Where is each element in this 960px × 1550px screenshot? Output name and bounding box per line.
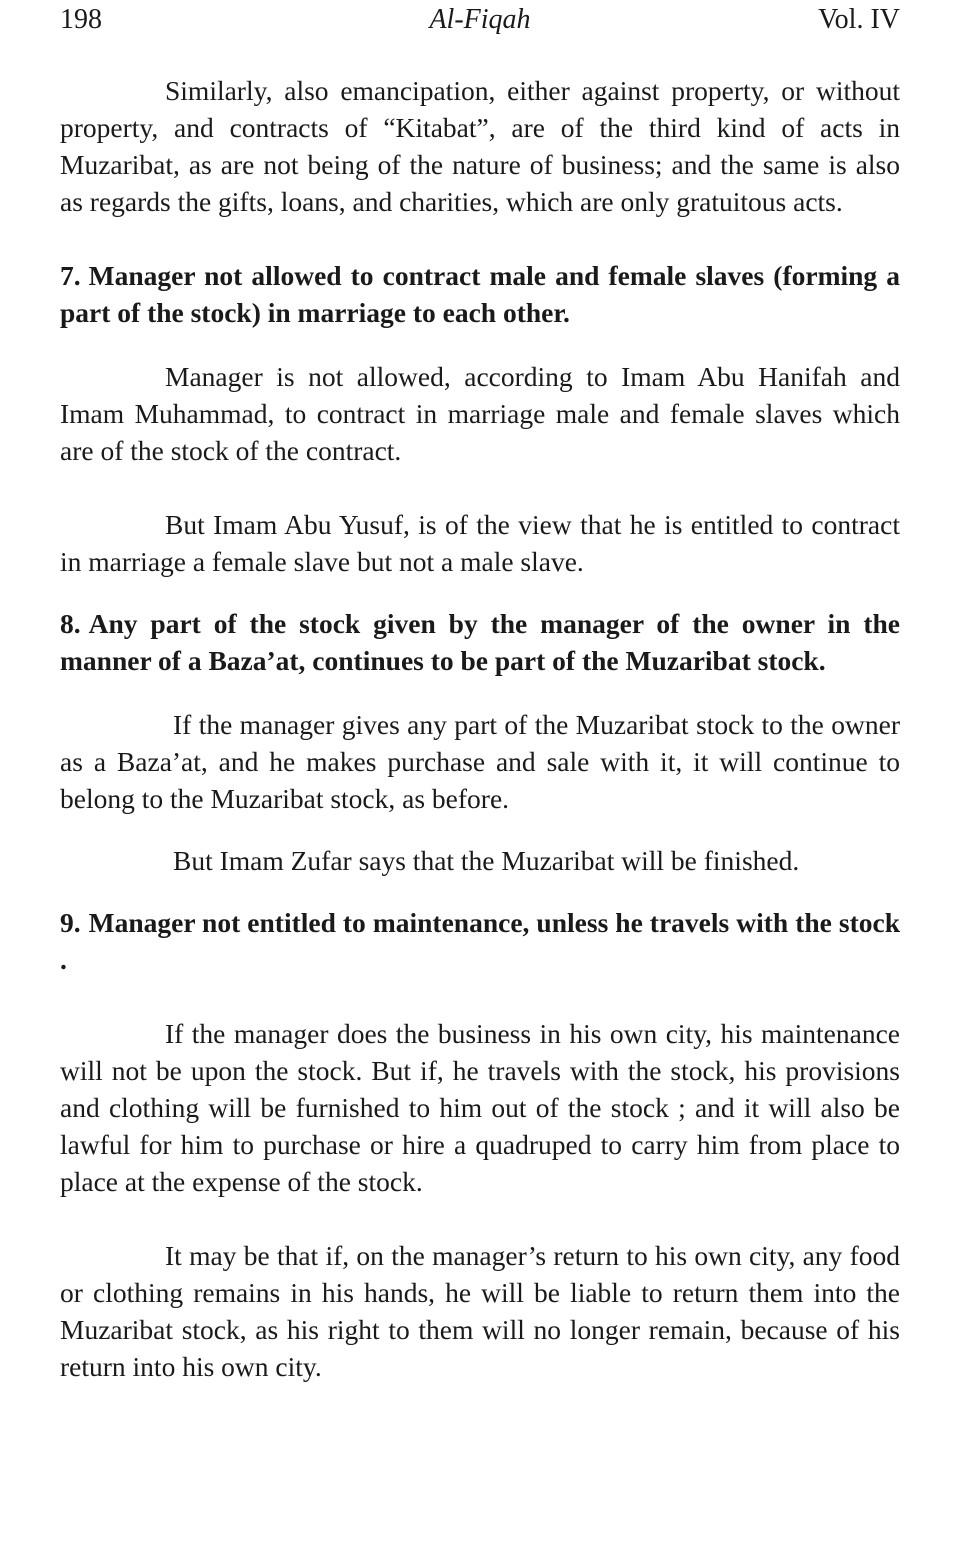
section-heading-text: Manager not entitled to maintenance, unless he travels with the stock . <box>60 907 900 975</box>
paragraph-maintenance: If the manager does the business in his own city, his maintenance will not be upon the stock. But if, he travels with the stock, his provisions and clothing will be furnished to him out of the stock ; and it will also be lawful for him to purchase or hire a quadruped to carry him from place to place at the expense of the stock. <box>60 1018 900 1197</box>
section-heading-8 <box>60 605 900 679</box>
section-number: 8. <box>60 608 81 639</box>
volume-label: Vol. IV <box>818 4 900 35</box>
section-number: 7. <box>60 260 81 291</box>
document-page <box>60 0 900 1385</box>
section-number: 9. <box>60 907 81 938</box>
running-header <box>60 0 900 40</box>
section-heading-9 <box>60 904 900 978</box>
paragraph-return-to-city: It may be that if, on the manager’s return to his own city, any food or clothing remains in his hands, he will be liable to return them into the Muzaribat stock, as his right to them will no longer remain, because of his return into his own city. <box>60 1240 900 1382</box>
section-heading-7 <box>60 257 900 331</box>
page-number: 198 <box>60 4 102 35</box>
paragraph-abu-yusuf: But Imam Abu Yusuf, is of the view that he is entitled to contract in marriage a female slave but not a male slave. <box>60 509 900 577</box>
paragraph-emancipation: Similarly, also emancipation, either against property, or without property, and contracts of “Kitabat”, are of the third kind of acts in Muzaribat, as are not being of the nature of business; and the same is also as regards the gifts, loans, and charities, which are only gratuitous acts. <box>60 75 900 217</box>
section-heading-text: Manager not allowed to contract male and female slaves (forming a part of the stock) in marriage to each other. <box>60 260 900 328</box>
paragraph-bazaat: If the manager gives any part of the Muzaribat stock to the owner as a Baza’at, and he makes purchase and sale with it, it will continue to belong to the Muzaribat stock, as before. <box>60 709 900 814</box>
book-title: Al-Fiqah <box>429 4 531 35</box>
section-heading-text: Any part of the stock given by the manager of the owner in the manner of a Baza’at, continues to be part of the Muzaribat stock. <box>60 608 900 676</box>
paragraph-zufar: But Imam Zufar says that the Muzaribat will be finished. <box>173 845 800 876</box>
paragraph-manager-not-allowed: Manager is not allowed, according to Imam Abu Hanifah and Imam Muhammad, to contract in marriage male and female slaves which are of the stock of the contract. <box>60 361 900 466</box>
